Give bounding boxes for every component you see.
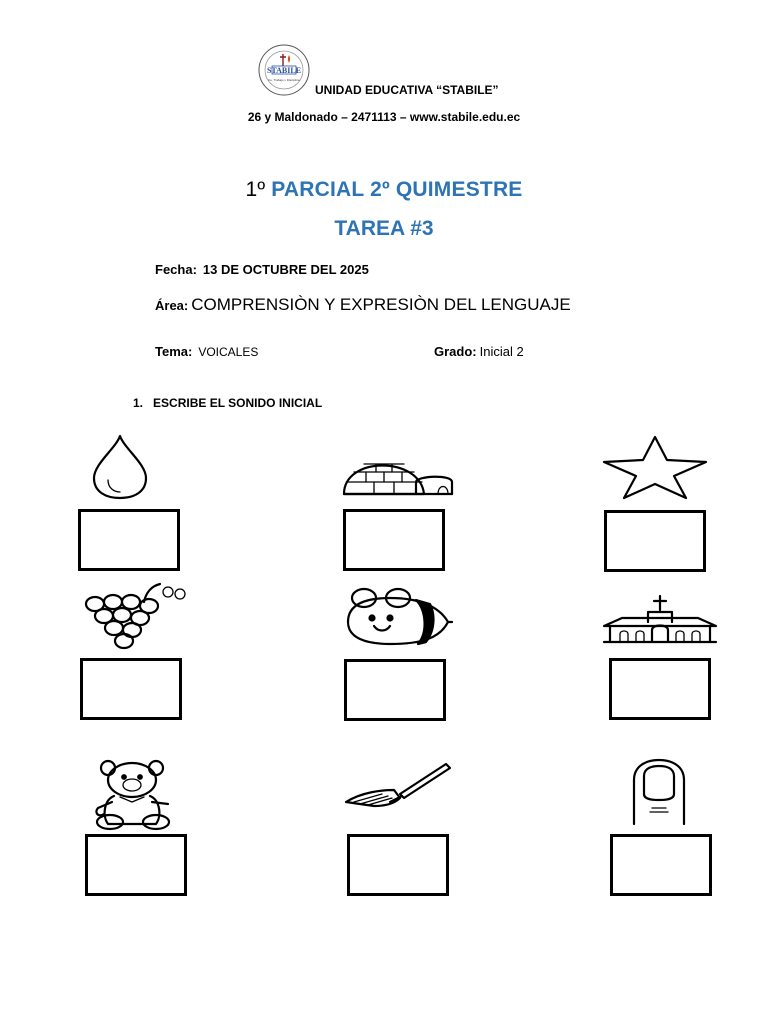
area-value: COMPRENSIÒN Y EXPRESIÒN DEL LENGUAJE: [191, 295, 571, 314]
exercise-instruction: [133, 396, 322, 410]
page-title: [0, 178, 768, 202]
school-address: 26 y Maldonado – 2471113 – www.stabile.edu.ec: [247, 110, 521, 124]
answer-box-fingernail[interactable]: [610, 834, 712, 896]
topic-field: [155, 344, 258, 359]
exercise-number: 1.: [133, 396, 144, 410]
answer-box-broom[interactable]: [347, 834, 449, 896]
date-value: 13 DE OCTUBRE DEL 2025: [202, 262, 369, 277]
star-icon: [600, 434, 710, 500]
grade-value: Inicial 2: [479, 344, 524, 359]
page-subtitle: TAREA #3: [334, 217, 434, 240]
answer-box-igloo[interactable]: [343, 509, 445, 571]
grade-label: Grado:: [434, 344, 477, 359]
answer-box-bee[interactable]: [344, 659, 446, 721]
school-logo: [256, 44, 312, 96]
title-main: PARCIAL 2º QUIMESTRE: [271, 178, 523, 201]
logo-motto: Fe, Trabajo y Disciplina: [268, 78, 300, 82]
date-field: [155, 262, 369, 277]
worksheet-grid: [46, 422, 730, 908]
answer-box-star[interactable]: [604, 510, 706, 572]
fingernail-icon: [628, 758, 690, 826]
bee-icon: [344, 586, 452, 648]
school-name: UNIDAD EDUCATIVA “STABILE”: [315, 83, 499, 97]
topic-label: Tema:: [155, 344, 193, 359]
broom-icon: [342, 762, 452, 810]
grapes-icon: [82, 582, 186, 650]
igloo-icon: [340, 450, 456, 498]
answer-box-water-drop[interactable]: [78, 509, 180, 571]
date-label: Fecha:: [155, 262, 197, 277]
water-drop-icon: [90, 434, 150, 500]
area-label: Área:: [155, 298, 189, 313]
answer-box-church[interactable]: [609, 658, 711, 720]
teddy-bear-icon: [90, 760, 178, 830]
grade-field: [434, 344, 524, 359]
title-prefix: 1º: [245, 178, 266, 201]
answer-box-grapes[interactable]: [80, 658, 182, 720]
area-field: [155, 295, 571, 315]
answer-box-teddy-bear[interactable]: [85, 834, 187, 896]
logo-text: STABILE: [266, 66, 302, 75]
topic-value: VOICALES: [198, 345, 259, 359]
exercise-text: ESCRIBE EL SONIDO INICIAL: [153, 396, 323, 410]
church-icon: [602, 594, 718, 646]
